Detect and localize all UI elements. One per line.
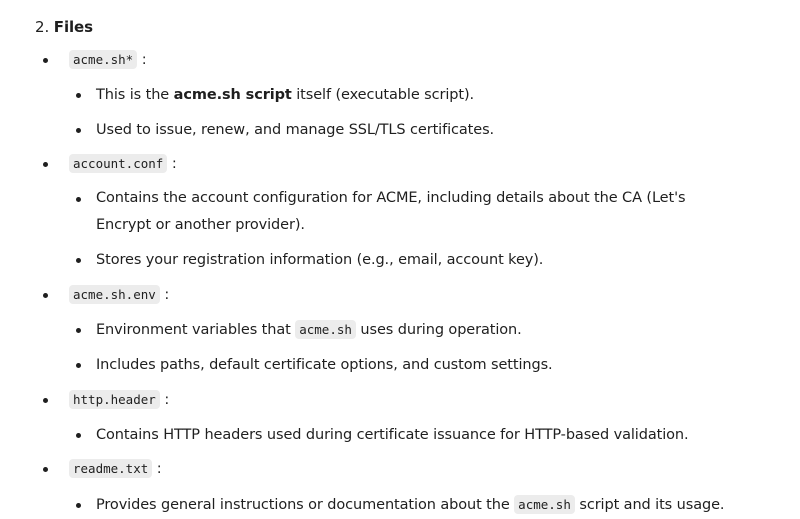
bullet-icon — [76, 433, 81, 438]
separator: : — [141, 52, 147, 68]
inline-code: acme.sh — [514, 495, 575, 514]
detail-item: This is the acme.sh script itself (executable script). — [96, 87, 475, 103]
bullet-icon — [43, 162, 48, 167]
section-number: 2. — [35, 18, 50, 36]
section-heading — [35, 16, 93, 38]
emphasis: acme.sh script — [173, 87, 292, 103]
detail-item: Used to issue, renew, and manage SSL/TLS certificates. — [96, 122, 495, 138]
file-item-acme-sh — [69, 49, 147, 71]
separator: : — [171, 156, 177, 172]
detail-item: Stores your registration information (e.g., email, account key). — [96, 252, 544, 268]
separator: : — [164, 287, 170, 303]
bullet-icon — [43, 58, 48, 63]
detail-item: Provides general instructions or documentation about the acme.sh script and its usage. — [96, 497, 725, 513]
bullet-icon — [43, 293, 48, 298]
file-name: account.conf — [69, 154, 167, 173]
file-name: acme.sh* — [69, 50, 137, 69]
bullet-icon — [76, 197, 81, 202]
bullet-icon — [76, 363, 81, 368]
bullet-icon — [43, 467, 48, 472]
bullet-icon — [76, 328, 81, 333]
file-item-account-conf — [69, 153, 177, 175]
section-title: Files — [53, 18, 93, 36]
detail-item: Contains the account configuration for ACME, including details about the CA (Let's Encrypt or another provider). — [96, 190, 686, 233]
file-item-acme-sh-env — [69, 284, 169, 306]
inline-code: acme.sh — [295, 320, 356, 339]
detail-item: Contains HTTP headers used during certificate issuance for HTTP-based validation. — [96, 427, 689, 443]
file-item-http-header — [69, 389, 169, 411]
detail-item: Includes paths, default certificate options, and custom settings. — [96, 357, 553, 373]
file-name: http.header — [69, 390, 160, 409]
file-name: readme.txt — [69, 459, 152, 478]
separator: : — [164, 392, 170, 408]
file-item-readme-txt — [69, 458, 162, 480]
bullet-icon — [76, 503, 81, 508]
bullet-icon — [76, 128, 81, 133]
separator: : — [156, 461, 162, 477]
bullet-icon — [43, 398, 48, 403]
detail-item: Environment variables that acme.sh uses during operation. — [96, 322, 522, 338]
file-name: acme.sh.env — [69, 285, 160, 304]
bullet-icon — [76, 93, 81, 98]
bullet-icon — [76, 258, 81, 263]
